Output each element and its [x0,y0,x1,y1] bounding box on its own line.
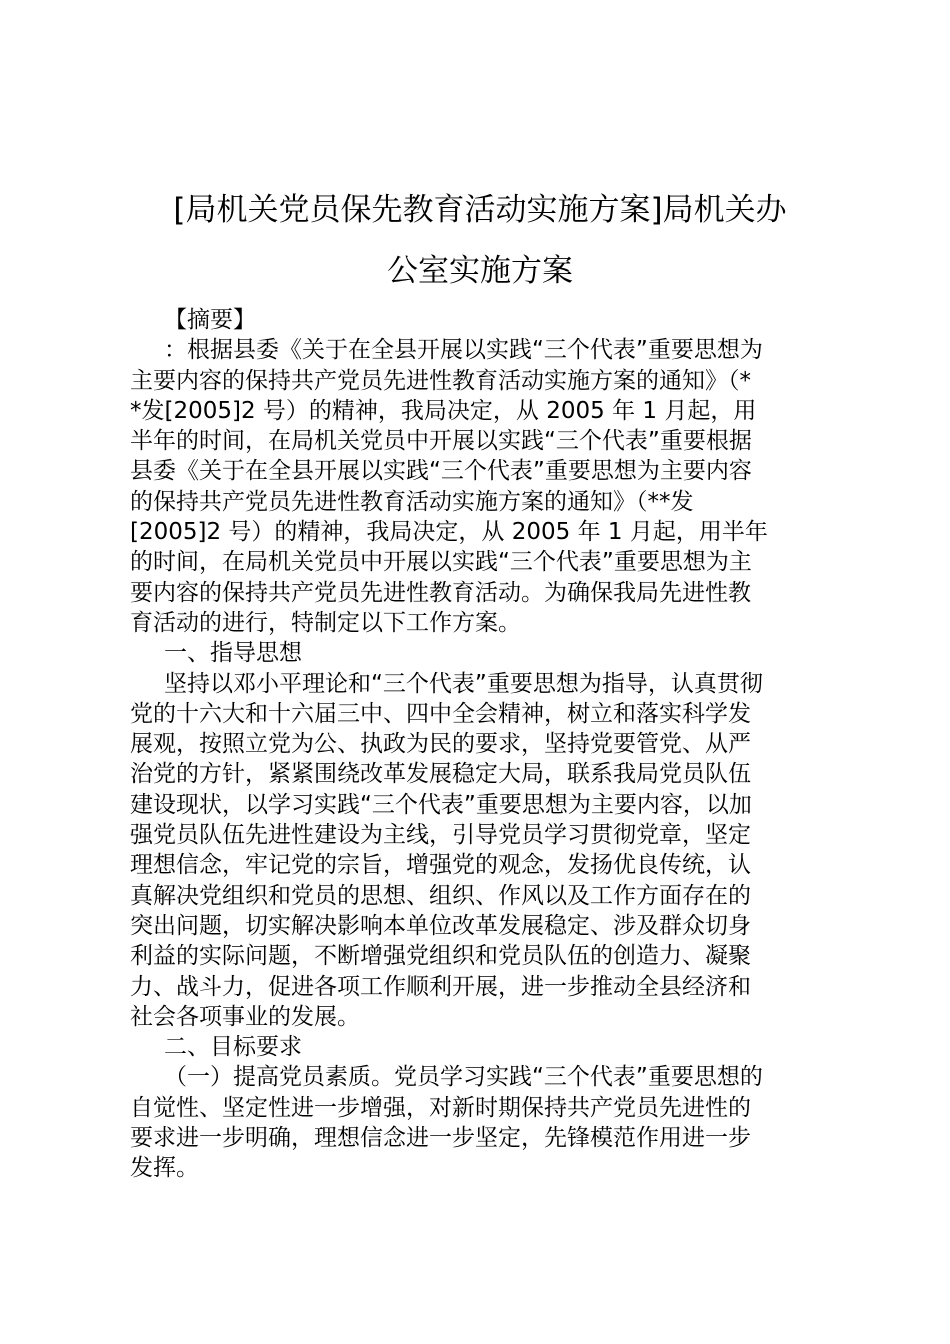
text-line: 党的十六大和十六届三中、四中全会精神，树立和落实科学发 [130,700,751,727]
title-line: [局机关党员保先教育活动实施方案]局机关办 [173,192,787,228]
goal-one-paragraph [130,1062,830,1183]
section-heading-guiding-thought: 一、指导思想 [164,640,302,667]
text-line: 坚持以邓小平理论和“三个代表”重要思想为指导，认真贯彻 [164,670,763,697]
text-line: 利益的实际问题，不断增强党组织和党员队伍的创造力、凝聚 [130,943,751,970]
text-line: 治党的方针，紧紧围绕改革发展稳定大局，联系我局党员队伍 [130,761,751,788]
text-line: 育活动的进行，特制定以下工作方案。 [130,609,521,636]
text-line: [2005]2 号）的精神，我局决定，从 2005 年 1 月起，用半年 [130,519,768,546]
document-body [130,305,830,1184]
text-line: 发挥。 [130,1155,199,1182]
text-line: ：根据县委《关于在全县开展以实践“三个代表”重要思想为 [164,337,763,364]
text-line: 强党员队伍先进性建设为主线，引导党员学习贯彻党章，坚定 [130,822,751,849]
text-line: 展观，按照立党为公、执政为民的要求，坚持党要管党、从严 [130,731,751,758]
section-heading-goals: 二、目标要求 [164,1034,302,1061]
text-line: 突出问题，切实解决影响本单位改革发展稳定、涉及群众切身 [130,912,751,939]
text-line: 要内容的保持共产党员先进性教育活动。为确保我局先进性教 [130,579,751,606]
document-page [130,180,830,1184]
text-line: 半年的时间，在局机关党员中开展以实践“三个代表”重要根据 [130,428,752,455]
text-line: 的时间，在局机关党员中开展以实践“三个代表”重要思想为主 [130,549,752,576]
text-line: 县委《关于在全县开展以实践“三个代表”重要思想为主要内容 [130,458,752,485]
text-line: 力、战斗力，促进各项工作顺利开展，进一步推动全县经济和 [130,973,751,1000]
abstract-paragraph [130,335,830,638]
text-line: 社会各项事业的发展。 [130,1003,360,1030]
text-line: 理想信念，牢记党的宗旨，增强党的观念，发扬优良传统，认 [130,852,751,879]
text-line: *发[2005]2 号）的精神，我局决定，从 2005 年 1 月起，用 [130,397,757,424]
text-line: 要求进一步明确，理想信念进一步坚定，先锋模范作用进一步 [130,1125,751,1152]
text-line: 主要内容的保持共产党员先进性教育活动实施方案的通知》（* [130,367,751,394]
guiding-thought-paragraph [130,669,830,1033]
text-line: 真解决党组织和党员的思想、组织、作风以及工作方面存在的 [130,882,751,909]
text-line: （一）提高党员素质。党员学习实践“三个代表”重要思想的 [164,1064,763,1091]
text-line: 建设现状，以学习实践“三个代表”重要思想为主要内容，以加 [130,791,752,818]
text-line: 自觉性、坚定性进一步增强，对新时期保持共产党员先进性的 [130,1094,751,1121]
document-title [130,180,830,302]
text-line: 的保持共产党员先进性教育活动实施方案的通知》（**发 [130,488,694,515]
title-line: 公室实施方案 [387,253,573,289]
abstract-label: 【摘要】 [164,307,256,333]
